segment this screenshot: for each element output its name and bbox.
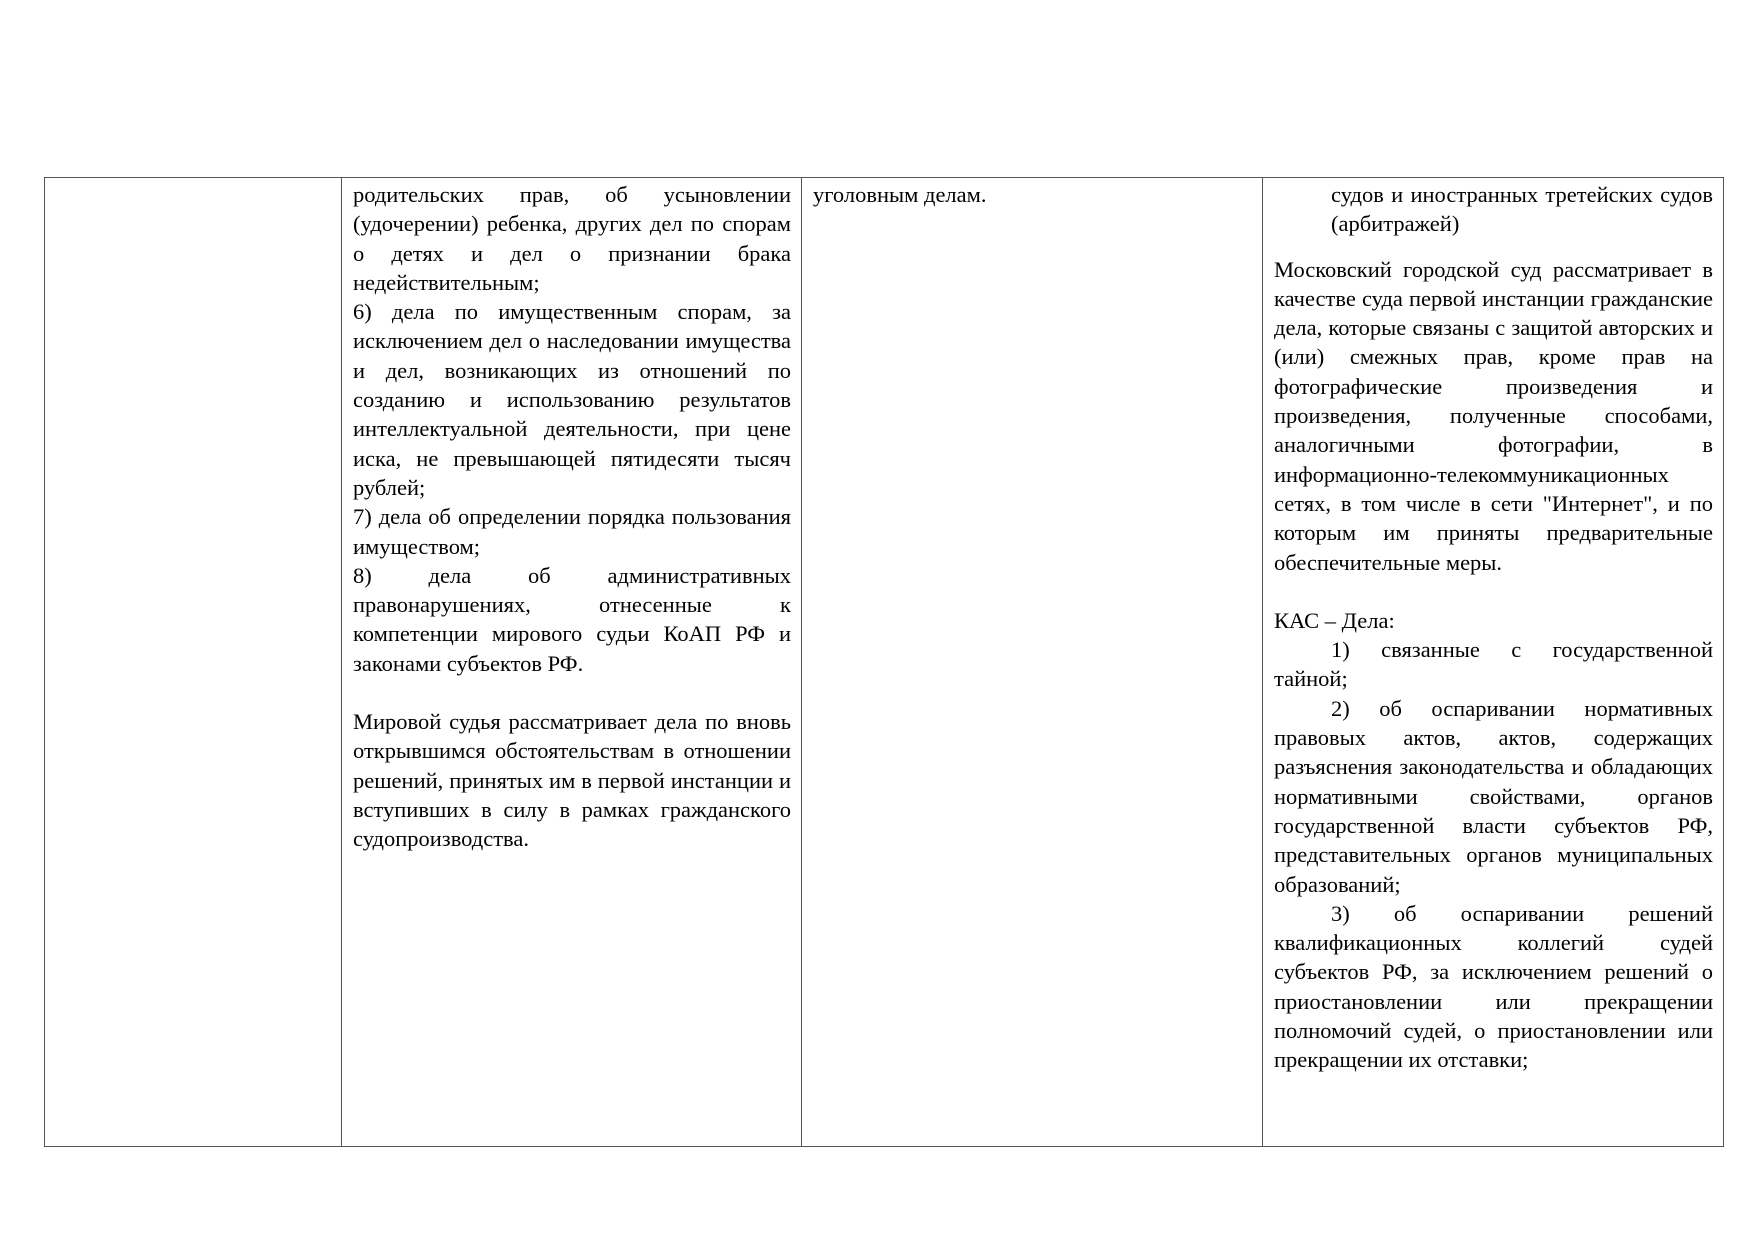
table-cell-empty	[45, 178, 342, 1147]
cell-paragraph: уголовным делам.	[813, 182, 987, 207]
table-cell-criminal	[802, 178, 1263, 1147]
cell-paragraph: 7) дела об определении порядка пользования имуществом;	[353, 504, 791, 559]
cell-paragraph: Московский городской суд рассматривает в качестве суда первой инстанции гражданские дела, которые связаны с защитой авторских и (или) смежных прав, кроме прав на фотографические произведения и произведения, полученные способами, аналогичными фотографии, в информационно-телекоммуникационных сетях, в том числе в сети "Интернет", и по которым им приняты предварительные обеспечительные меры.	[1274, 256, 1713, 575]
cell-paragraph: КАС – Дела:	[1274, 607, 1395, 633]
cell-paragraph: 1) связанные с государственной тайной;	[1274, 637, 1713, 692]
cell-paragraph: судов и иностранных третейских судов (арбитражей)	[1331, 182, 1713, 237]
table-cell-magistrate	[342, 178, 802, 1147]
document-table	[44, 177, 1724, 1147]
cell-paragraph: 8) дела об административных правонарушениях, отнесенные к компетенции мирового судьи КоАП РФ и законами субъектов РФ.	[353, 562, 791, 676]
cell-paragraph: 3) об оспаривании решений квалификационных коллегий судей субъектов РФ, за исключением решений о приостановлении или прекращении полномочий судей, о приостановлении или прекращении их отставки;	[1274, 900, 1713, 1073]
cell-paragraph: Мировой судья рассматривает дела по вновь открывшимся обстоятельствам в отношении решений, принятых им в первой инстанции и вступивших в силу в рамках гражданского судопроизводства.	[353, 709, 791, 852]
cell-paragraph: 2) об оспаривании нормативных правовых актов, актов, содержащих разъяснения законодательства и обладающих нормативными свойствами, органов государственной власти субъектов РФ, представительных органов муниципальных образований;	[1274, 695, 1713, 897]
table-cell-regional-court	[1263, 178, 1724, 1147]
cell-paragraph: 6) дела по имущественным спорам, за исключением дел о наследовании имущества и дел, возникающих из отношений по созданию и использованию результатов интеллектуальной деятельности, при цене иска, не превышающей пятидесяти тысяч рублей;	[353, 299, 791, 500]
table-row	[45, 178, 1724, 1147]
cell-paragraph: родительских прав, об усыновлении (удочерении) ребенка, других дел по спорам о детях и дел о признании брака недействительным;	[353, 182, 791, 295]
